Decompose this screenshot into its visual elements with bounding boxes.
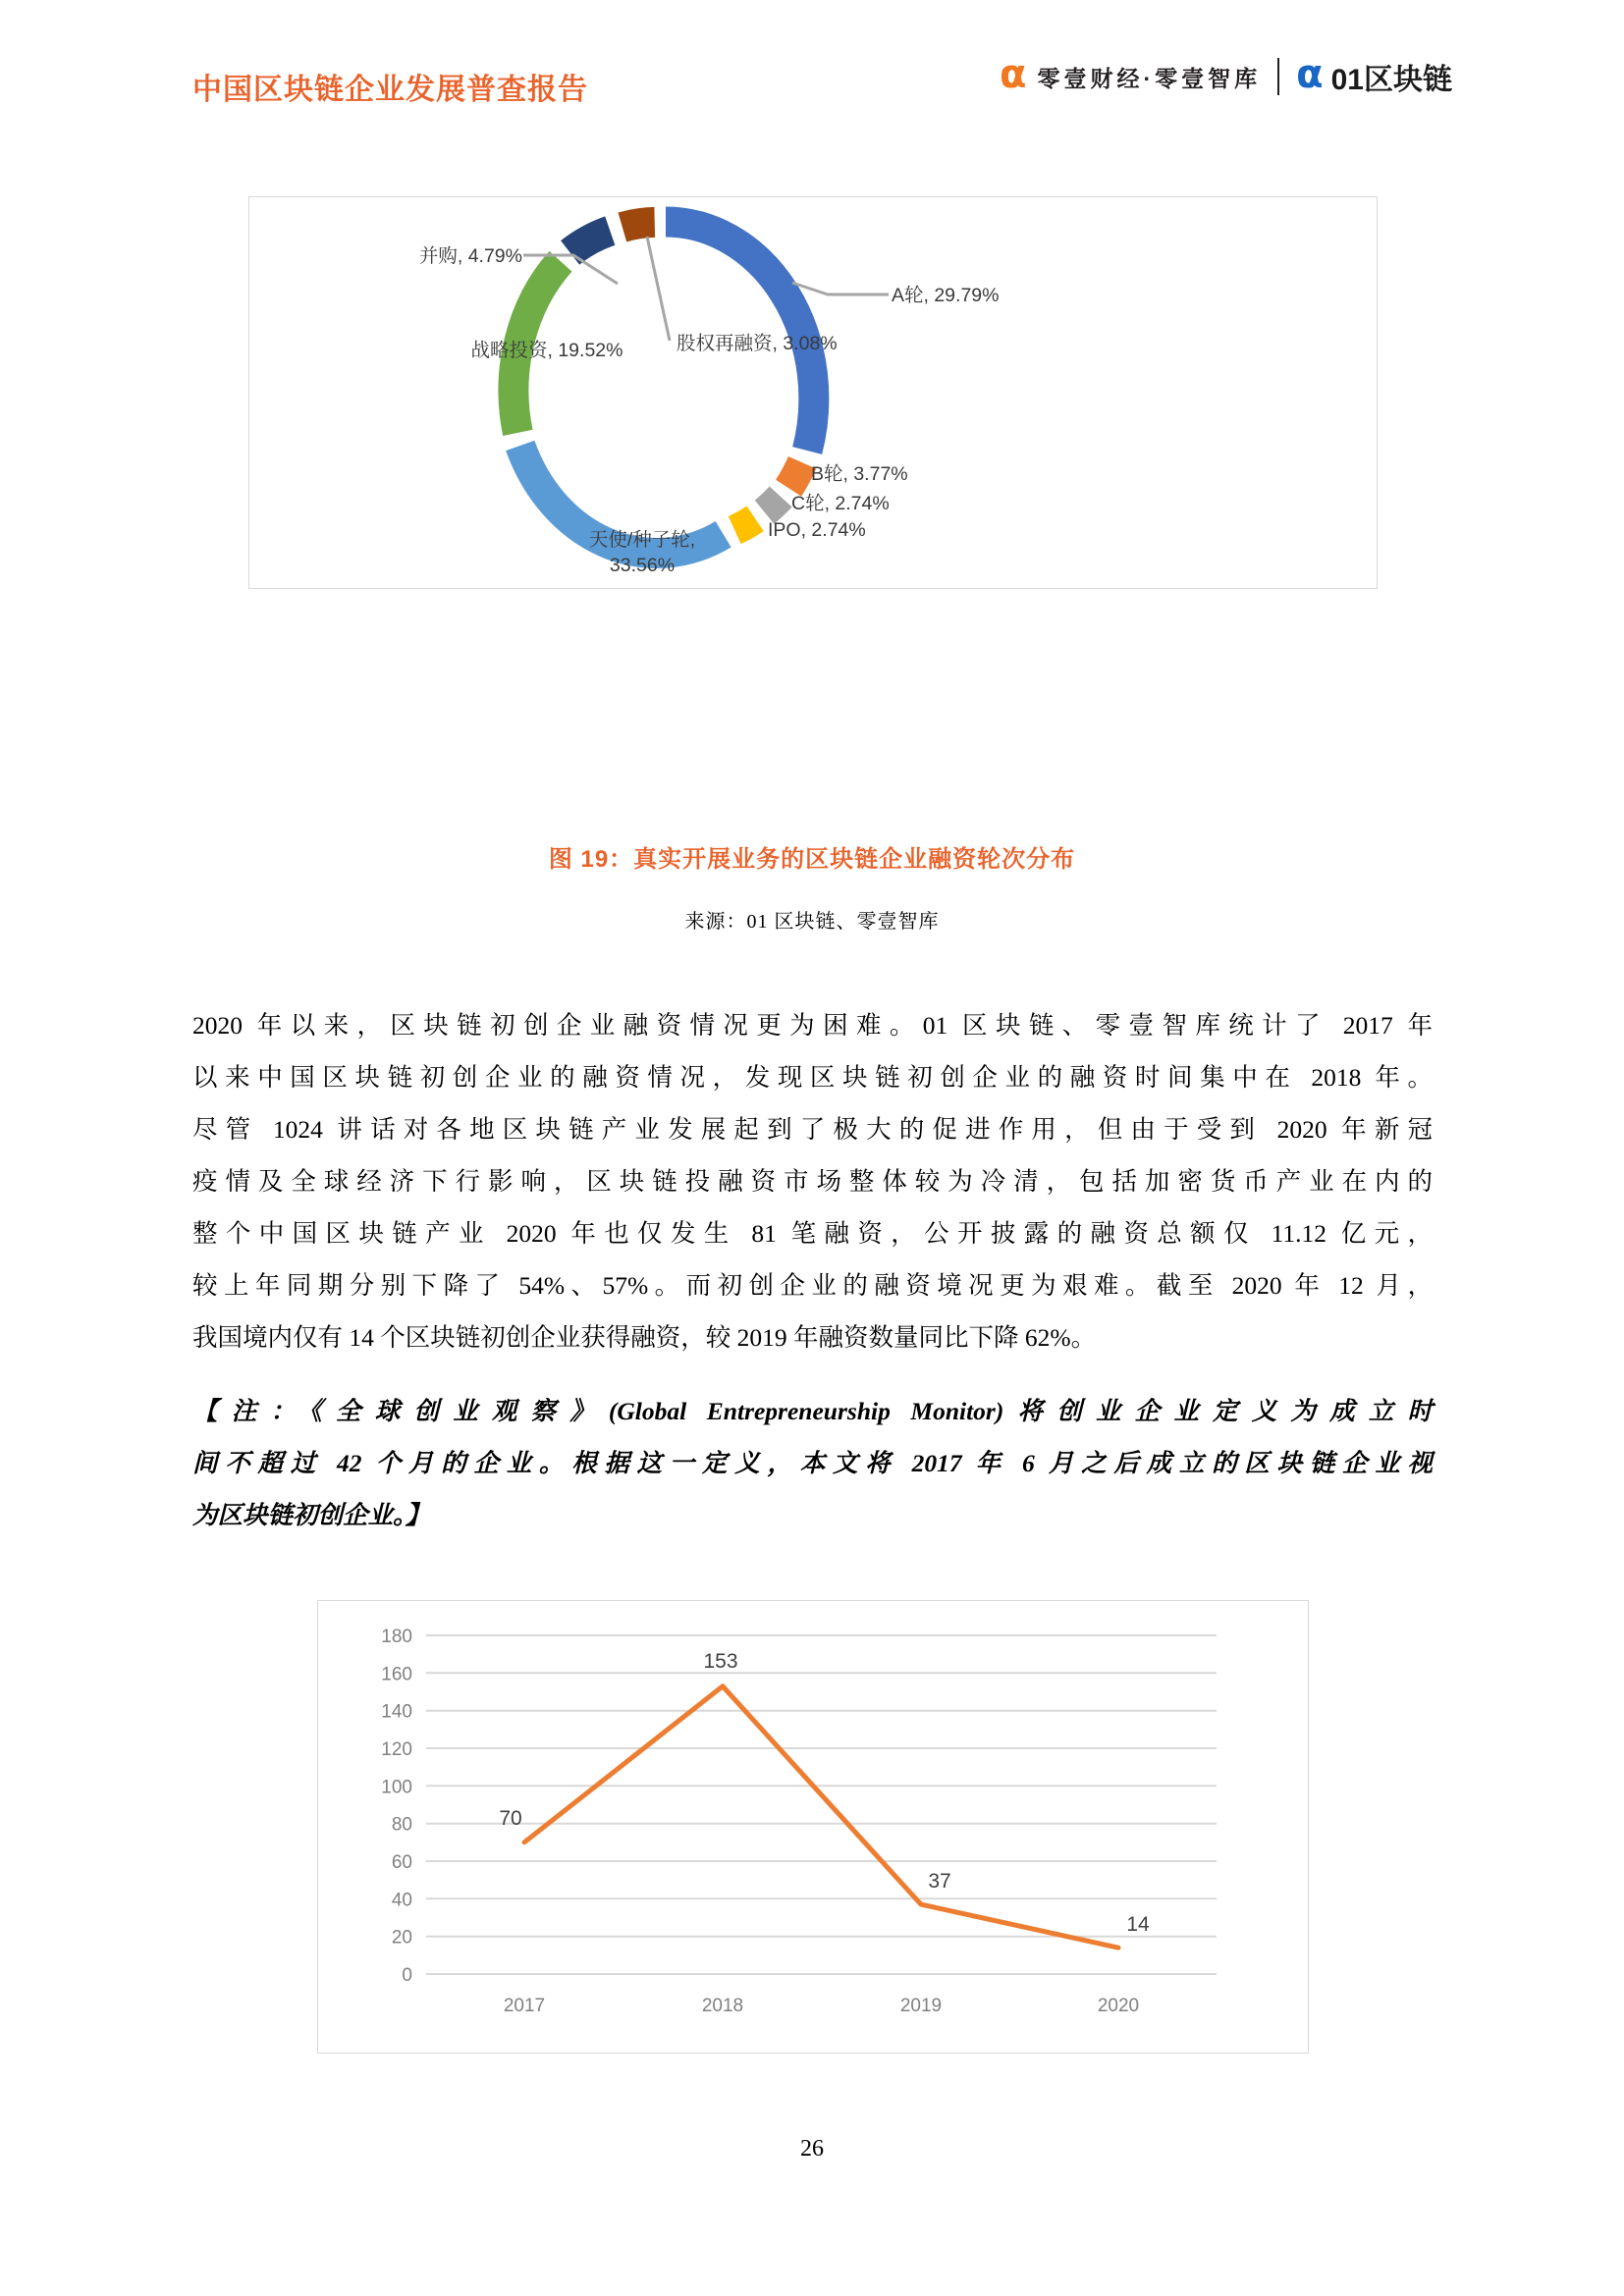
paragraph-line: 以来中国区块链初创企业的融资情况，发现区块链初创企业的融资时间集中在 2018 年。 xyxy=(192,1063,1433,1092)
figure-19-caption: 图 19：真实开展业务的区块链企业融资轮次分布 xyxy=(548,846,1076,873)
donut-chart-svg xyxy=(249,197,1377,588)
note-line: 【注：《全球创业观察》(Global Entrepreneurship Monitor)将创业企业定义为成立时 xyxy=(192,1397,1433,1425)
page-number: 26 xyxy=(800,2136,824,2162)
figure-line-chart xyxy=(317,1600,1309,2054)
y-tick-label: 180 xyxy=(381,1627,412,1647)
donut-label-c-round: C轮, 2.74% xyxy=(791,493,890,514)
donut-label-angel-line1: 天使/种子轮, xyxy=(588,529,696,551)
page-header xyxy=(0,0,1624,116)
slice-ipo xyxy=(734,518,755,530)
x-tick-label: 2017 xyxy=(503,1996,546,2016)
figure-19-source: 来源：01 区块链、零壹智库 xyxy=(684,911,940,933)
alpha-orange-icon: α xyxy=(999,52,1027,97)
line-chart-svg xyxy=(318,1601,1308,2053)
alpha-blue-icon: α xyxy=(1296,52,1324,97)
leader-a-round xyxy=(792,283,889,294)
y-tick-label: 160 xyxy=(381,1664,412,1685)
note-line: 为区块链初创企业。】 xyxy=(192,1501,431,1529)
y-tick-label: 0 xyxy=(402,1965,412,1986)
x-tick-label: 2019 xyxy=(899,1996,943,2016)
donut-label-b-round: B轮, 3.77% xyxy=(811,463,908,485)
y-tick-label: 100 xyxy=(381,1777,412,1798)
x-tick-label: 2018 xyxy=(701,1996,744,2016)
donut-label-strategic: 战略投资, 19.52% xyxy=(470,340,623,361)
y-tick-label: 80 xyxy=(391,1814,412,1836)
y-tick-label: 60 xyxy=(391,1852,412,1873)
logo-01blockchain xyxy=(1296,52,1452,98)
paragraph-line: 疫情及全球经济下行影响，区块链投融资市场整体较为冷清，包括加密货币产业在内的 xyxy=(192,1167,1433,1196)
donut-slices xyxy=(514,222,814,553)
figure-19-donut-chart xyxy=(248,196,1378,589)
line-chart-x-axis xyxy=(504,1996,1139,2016)
note-line: 间不超过 42 个月的企业。根据这一定义，本文将 2017 年 6 月之后成立的区块链企业视 xyxy=(192,1449,1433,1477)
data-label-2018: 153 xyxy=(703,1650,738,1673)
note-block xyxy=(192,1385,1433,1541)
data-label-2017: 70 xyxy=(499,1807,522,1830)
paragraph-line: 2020 年以来，区块链初创企业融资情况更为困难。01 区块链、零壹智库统计了 2017 年 xyxy=(192,1011,1433,1040)
logo-lingyi-label: 零壹财经·零壹智库 xyxy=(1037,65,1262,91)
slice-merger-acquisition xyxy=(570,231,611,252)
line-series-financing-count xyxy=(524,1686,1118,1948)
line-chart-y-axis xyxy=(381,1627,412,1986)
donut-label-merger: 并购, 4.79% xyxy=(418,245,522,267)
x-tick-label: 2020 xyxy=(1097,1996,1140,2016)
logo-divider xyxy=(1277,58,1279,95)
donut-label-equity: 股权再融资, 3.08% xyxy=(677,333,838,354)
leader-equity xyxy=(647,237,670,341)
slice-b-round xyxy=(788,462,802,488)
y-tick-label: 140 xyxy=(381,1701,412,1723)
logo-01blockchain-label: 01区块链 xyxy=(1330,64,1452,96)
y-tick-label: 40 xyxy=(391,1890,412,1911)
donut-label-ipo: IPO, 2.74% xyxy=(768,519,866,541)
report-title: 中国区块链企业发展普查报告 xyxy=(192,74,588,106)
line-chart-gridlines xyxy=(426,1635,1217,1974)
paragraph-line: 较上年同期分别下降了 54%、57%。而初创企业的融资境况更为艰难。截至 2020 年 12 月， xyxy=(192,1271,1433,1300)
header-logos xyxy=(999,52,1452,98)
y-tick-label: 120 xyxy=(381,1739,412,1760)
slice-equity-refinancing xyxy=(623,222,655,227)
donut-label-a-round: A轮, 29.79% xyxy=(892,285,1000,306)
data-label-2020: 14 xyxy=(1126,1913,1150,1936)
y-tick-label: 20 xyxy=(391,1927,412,1949)
paragraph-line: 整个中国区块链产业 2020 年也仅发生 81 笔融资，公开披露的融资总额仅 11.12 亿元， xyxy=(192,1219,1433,1248)
data-label-2019: 37 xyxy=(928,1870,951,1893)
paragraph-line: 我国境内仅有 14 个区块链初创企业获得融资，较 2019 年融资数量同比下降 62%。 xyxy=(192,1323,1097,1352)
body-paragraph-block xyxy=(192,999,1433,1363)
paragraph-line: 尽管 1024 讲话对各地区块链产业发展起到了极大的促进作用，但由于受到 2020 年新冠 xyxy=(192,1115,1433,1144)
slice-c-round xyxy=(765,497,782,512)
donut-label-angel-line2: 33.56% xyxy=(609,555,676,576)
logo-lingyi xyxy=(999,52,1262,97)
